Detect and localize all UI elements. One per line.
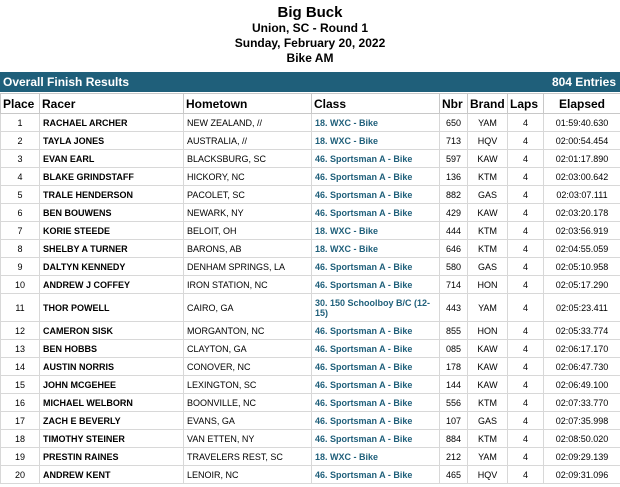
place-cell: 2 [1, 132, 40, 150]
table-row[interactable] [1, 448, 620, 466]
class-link[interactable]: 46. Sportsman A - Bike [312, 168, 440, 186]
hometown-cell: MORGANTON, NC [184, 322, 312, 340]
number-cell: 646 [440, 240, 468, 258]
elapsed-cell: 02:07:35.998 [544, 412, 620, 430]
number-cell: 884 [440, 430, 468, 448]
class-link[interactable]: 46. Sportsman A - Bike [312, 322, 440, 340]
laps-cell: 4 [508, 204, 544, 222]
col-racer[interactable]: Racer [40, 94, 184, 114]
number-cell: 650 [440, 114, 468, 132]
racer-name[interactable]: BEN BOUWENS [40, 204, 184, 222]
class-link[interactable]: 46. Sportsman A - Bike [312, 376, 440, 394]
brand-cell: YAM [468, 294, 508, 322]
place-cell: 8 [1, 240, 40, 258]
entries-count: 804 Entries [551, 75, 616, 89]
table-row[interactable] [1, 412, 620, 430]
hometown-cell: VAN ETTEN, NY [184, 430, 312, 448]
brand-cell: HON [468, 276, 508, 294]
table-row[interactable] [1, 258, 620, 276]
number-cell: 085 [440, 340, 468, 358]
table-row[interactable] [1, 240, 620, 258]
racer-name[interactable]: ANDREW KENT [40, 466, 184, 484]
hometown-cell: IRON STATION, NC [184, 276, 312, 294]
hometown-cell: AUSTRALIA, // [184, 132, 312, 150]
brand-cell: KAW [468, 150, 508, 168]
laps-cell: 4 [508, 412, 544, 430]
elapsed-cell: 02:06:47.730 [544, 358, 620, 376]
hometown-cell: PACOLET, SC [184, 186, 312, 204]
racer-name[interactable]: AUSTIN NORRIS [40, 358, 184, 376]
number-cell: 429 [440, 204, 468, 222]
class-link[interactable]: 46. Sportsman A - Bike [312, 358, 440, 376]
table-row[interactable] [1, 376, 620, 394]
table-row[interactable] [1, 294, 620, 322]
brand-cell: KTM [468, 168, 508, 186]
col-nbr[interactable]: Nbr [440, 94, 468, 114]
place-cell: 6 [1, 204, 40, 222]
brand-cell: KTM [468, 430, 508, 448]
table-row[interactable] [1, 466, 620, 484]
hometown-cell: CAIRO, GA [184, 294, 312, 322]
laps-cell: 4 [508, 132, 544, 150]
hometown-cell: HICKORY, NC [184, 168, 312, 186]
place-cell: 10 [1, 276, 40, 294]
place-cell: 20 [1, 466, 40, 484]
table-row[interactable] [1, 358, 620, 376]
class-link[interactable]: 46. Sportsman A - Bike [312, 430, 440, 448]
place-cell: 5 [1, 186, 40, 204]
brand-cell: KTM [468, 222, 508, 240]
brand-cell: YAM [468, 114, 508, 132]
elapsed-cell: 02:05:33.774 [544, 322, 620, 340]
brand-cell: GAS [468, 186, 508, 204]
table-row[interactable] [1, 168, 620, 186]
class-link[interactable]: 46. Sportsman A - Bike [312, 150, 440, 168]
hometown-cell: BOONVILLE, NC [184, 394, 312, 412]
laps-cell: 4 [508, 114, 544, 132]
col-brand[interactable]: Brand [468, 94, 508, 114]
hometown-cell: CONOVER, NC [184, 358, 312, 376]
laps-cell: 4 [508, 430, 544, 448]
racer-name[interactable]: TAYLA JONES [40, 132, 184, 150]
racer-name[interactable]: TRALE HENDERSON [40, 186, 184, 204]
elapsed-cell: 02:07:33.770 [544, 394, 620, 412]
number-cell: 714 [440, 276, 468, 294]
class-link[interactable]: 18. WXC - Bike [312, 132, 440, 150]
number-cell: 443 [440, 294, 468, 322]
elapsed-cell: 02:03:07.111 [544, 186, 620, 204]
hometown-cell: NEW ZEALAND, // [184, 114, 312, 132]
laps-cell: 4 [508, 258, 544, 276]
laps-cell: 4 [508, 150, 544, 168]
class-link[interactable]: 46. Sportsman A - Bike [312, 394, 440, 412]
laps-cell: 4 [508, 322, 544, 340]
brand-cell: HQV [468, 466, 508, 484]
racer-name[interactable]: DALTYN KENNEDY [40, 258, 184, 276]
number-cell: 713 [440, 132, 468, 150]
class-link[interactable]: 18. WXC - Bike [312, 222, 440, 240]
racer-name[interactable]: JOHN MCGEHEE [40, 376, 184, 394]
hometown-cell: DENHAM SPRINGS, LA [184, 258, 312, 276]
racer-name[interactable]: BEN HOBBS [40, 340, 184, 358]
laps-cell: 4 [508, 240, 544, 258]
laps-cell: 4 [508, 448, 544, 466]
racer-name[interactable]: CAMERON SISK [40, 322, 184, 340]
laps-cell: 4 [508, 376, 544, 394]
class-link[interactable]: 18. WXC - Bike [312, 240, 440, 258]
elapsed-cell: 01:59:40.630 [544, 114, 620, 132]
event-date: Sunday, February 20, 2022 [234, 36, 386, 50]
number-cell: 465 [440, 466, 468, 484]
table-header-row [1, 94, 620, 114]
place-cell: 7 [1, 222, 40, 240]
place-cell: 16 [1, 394, 40, 412]
brand-cell: YAM [468, 448, 508, 466]
racer-name[interactable]: SHELBY A TURNER [40, 240, 184, 258]
brand-cell: GAS [468, 412, 508, 430]
place-cell: 19 [1, 448, 40, 466]
racer-name[interactable]: RACHAEL ARCHER [40, 114, 184, 132]
table-row[interactable] [1, 394, 620, 412]
elapsed-cell: 02:00:54.454 [544, 132, 620, 150]
place-cell: 13 [1, 340, 40, 358]
results-table [0, 93, 620, 484]
brand-cell: KAW [468, 204, 508, 222]
laps-cell: 4 [508, 168, 544, 186]
class-link[interactable]: 46. Sportsman A - Bike [312, 340, 440, 358]
event-title: Big Buck [277, 4, 343, 21]
number-cell: 212 [440, 448, 468, 466]
laps-cell: 4 [508, 394, 544, 412]
hometown-cell: TRAVELERS REST, SC [184, 448, 312, 466]
number-cell: 178 [440, 358, 468, 376]
table-row[interactable] [1, 222, 620, 240]
laps-cell: 4 [508, 222, 544, 240]
racer-name[interactable]: BLAKE GRINDSTAFF [40, 168, 184, 186]
number-cell: 444 [440, 222, 468, 240]
number-cell: 855 [440, 322, 468, 340]
event-location: Union, SC - Round 1 [252, 21, 368, 35]
place-cell: 1 [1, 114, 40, 132]
place-cell: 9 [1, 258, 40, 276]
laps-cell: 4 [508, 294, 544, 322]
brand-cell: KAW [468, 340, 508, 358]
number-cell: 597 [440, 150, 468, 168]
racer-name[interactable]: EVAN EARL [40, 150, 184, 168]
elapsed-cell: 02:09:31.096 [544, 466, 620, 484]
racer-name[interactable]: TIMOTHY STEINER [40, 430, 184, 448]
results-bar [0, 72, 620, 92]
laps-cell: 4 [508, 358, 544, 376]
hometown-cell: EVANS, GA [184, 412, 312, 430]
table-row[interactable] [1, 186, 620, 204]
brand-cell: KTM [468, 394, 508, 412]
racer-name[interactable]: PRESTIN RAINES [40, 448, 184, 466]
laps-cell: 4 [508, 276, 544, 294]
elapsed-cell: 02:03:00.642 [544, 168, 620, 186]
hometown-cell: LENOIR, NC [184, 466, 312, 484]
col-hometown[interactable]: Hometown [184, 94, 312, 114]
hometown-cell: NEWARK, NY [184, 204, 312, 222]
class-link[interactable]: 18. WXC - Bike [312, 114, 440, 132]
brand-cell: HON [468, 322, 508, 340]
number-cell: 144 [440, 376, 468, 394]
number-cell: 136 [440, 168, 468, 186]
brand-cell: KAW [468, 376, 508, 394]
table-row[interactable] [1, 340, 620, 358]
place-cell: 18 [1, 430, 40, 448]
laps-cell: 4 [508, 186, 544, 204]
class-link[interactable]: 46. Sportsman A - Bike [312, 204, 440, 222]
table-row[interactable] [1, 276, 620, 294]
racer-name[interactable]: THOR POWELL [40, 294, 184, 322]
class-link[interactable]: 46. Sportsman A - Bike [312, 412, 440, 430]
elapsed-cell: 02:05:17.290 [544, 276, 620, 294]
class-link[interactable]: 18. WXC - Bike [312, 448, 440, 466]
table-row[interactable] [1, 430, 620, 448]
hometown-cell: CLAYTON, GA [184, 340, 312, 358]
col-elapsed[interactable]: Elapsed [544, 94, 620, 114]
table-row[interactable] [1, 322, 620, 340]
hometown-cell: LEXINGTON, SC [184, 376, 312, 394]
place-cell: 3 [1, 150, 40, 168]
brand-cell: KAW [468, 358, 508, 376]
event-session: Bike AM [286, 51, 334, 65]
place-cell: 15 [1, 376, 40, 394]
brand-cell: KTM [468, 240, 508, 258]
page-header [0, 0, 620, 65]
hometown-cell: BARONS, AB [184, 240, 312, 258]
class-link[interactable]: 46. Sportsman A - Bike [312, 258, 440, 276]
table-row[interactable] [1, 132, 620, 150]
col-class[interactable]: Class [312, 94, 440, 114]
elapsed-cell: 02:08:50.020 [544, 430, 620, 448]
class-link[interactable]: 46. Sportsman A - Bike [312, 276, 440, 294]
elapsed-cell: 02:06:49.100 [544, 376, 620, 394]
elapsed-cell: 02:06:17.170 [544, 340, 620, 358]
table-row[interactable] [1, 150, 620, 168]
elapsed-cell: 02:03:56.919 [544, 222, 620, 240]
brand-cell: HQV [468, 132, 508, 150]
laps-cell: 4 [508, 340, 544, 358]
racer-name[interactable]: KORIE STEEDE [40, 222, 184, 240]
class-link[interactable]: 30. 150 Schoolboy B/C (12-15) [312, 294, 440, 322]
col-place[interactable]: Place [1, 94, 40, 114]
col-laps[interactable]: Laps [508, 94, 544, 114]
hometown-cell: BELOIT, OH [184, 222, 312, 240]
table-row[interactable] [1, 114, 620, 132]
elapsed-cell: 02:01:17.890 [544, 150, 620, 168]
table-row[interactable] [1, 204, 620, 222]
laps-cell: 4 [508, 466, 544, 484]
racer-name[interactable]: ANDREW J COFFEY [40, 276, 184, 294]
elapsed-cell: 02:03:20.178 [544, 204, 620, 222]
place-cell: 12 [1, 322, 40, 340]
number-cell: 107 [440, 412, 468, 430]
class-link[interactable]: 46. Sportsman A - Bike [312, 466, 440, 484]
results-bar-label: Overall Finish Results [3, 75, 130, 89]
class-link[interactable]: 46. Sportsman A - Bike [312, 186, 440, 204]
hometown-cell: BLACKSBURG, SC [184, 150, 312, 168]
number-cell: 580 [440, 258, 468, 276]
place-cell: 4 [1, 168, 40, 186]
number-cell: 882 [440, 186, 468, 204]
elapsed-cell: 02:09:29.139 [544, 448, 620, 466]
elapsed-cell: 02:05:23.411 [544, 294, 620, 322]
elapsed-cell: 02:05:10.958 [544, 258, 620, 276]
racer-name[interactable]: MICHAEL WELBORN [40, 394, 184, 412]
place-cell: 11 [1, 294, 40, 322]
racer-name[interactable]: ZACH E BEVERLY [40, 412, 184, 430]
elapsed-cell: 02:04:55.059 [544, 240, 620, 258]
place-cell: 14 [1, 358, 40, 376]
brand-cell: GAS [468, 258, 508, 276]
number-cell: 556 [440, 394, 468, 412]
place-cell: 17 [1, 412, 40, 430]
